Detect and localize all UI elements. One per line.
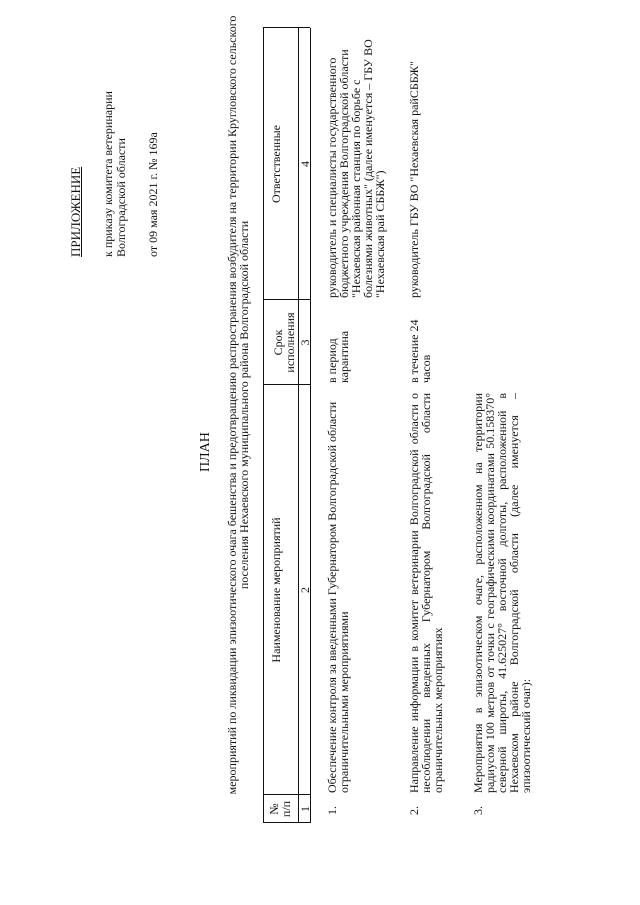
- table-col-divider-2: [263, 384, 310, 385]
- appendix-title: ПРИЛОЖЕНИЕ: [68, 166, 83, 257]
- row-number: 3.: [471, 806, 485, 815]
- row-number: 2.: [407, 806, 421, 815]
- header-name: Наименование мероприятий: [269, 517, 283, 663]
- row-name: Обеспечение контроля за введенными Губернатором Волгоградской области ограничительными мероприятиями: [325, 401, 351, 793]
- order-date: от 09 мая 2021 г. № 169а: [146, 132, 160, 257]
- header-responsible: Ответственные: [269, 125, 283, 203]
- plan-subtitle: мероприятий по ликвидации эпизоотического очага бешенства и предотвращению распространения возбудителя на территории Кругловского сельского поселения Нехаевского муниципального района Волгоградской области: [225, 15, 251, 795]
- order-reference: к приказу комитета ветеринарии Волгоградской области: [101, 91, 128, 257]
- row-name: Мероприятия в эпизоотическом очаге, расположенном на территории радиусом 100 метров от точки с географическими координатами 50.158370° северной широты, 41.625027° восточной долготы, расположенной в Нехаевском районе Волгоградской области (далее именуется – эпизоотический очаг):: [471, 393, 533, 793]
- header-number-2: 2: [298, 587, 312, 593]
- row-responsible: руководитель и специалисты государственного бюджетного учреждения Волгоградской области "Нехаевская районная станция по борьбе с болезнями животных" (далее именуется – ГБУ ВО "Нехаевская рай СББЖ"): [325, 39, 387, 298]
- table-border-right: [263, 27, 310, 28]
- row-term: в период карантина: [325, 330, 351, 383]
- header-number-4: 4: [298, 161, 312, 167]
- header-number-3: 3: [298, 339, 312, 346]
- plan-title: ПЛАН: [198, 432, 213, 472]
- header-num: № п/п: [267, 800, 293, 818]
- table-col-divider-1: [263, 794, 310, 795]
- row-responsible: руководитель ГБУ ВО "Нехаевская райСББЖ": [407, 61, 421, 298]
- header-term: Срок исполнения: [271, 312, 297, 373]
- table-border-top: [263, 28, 264, 823]
- row-number: 1.: [325, 806, 339, 815]
- header-number-1: 1: [298, 806, 312, 812]
- table-col-divider-3: [263, 299, 310, 300]
- row-term: в течение 24 часов: [407, 319, 433, 383]
- row-name: Направление информации в комитет ветеринарии Волгоградской области о несоблюдении введенных Губернатором Волгоградской области ограничительных мероприятиях: [407, 393, 445, 793]
- table-border-left: [263, 822, 310, 823]
